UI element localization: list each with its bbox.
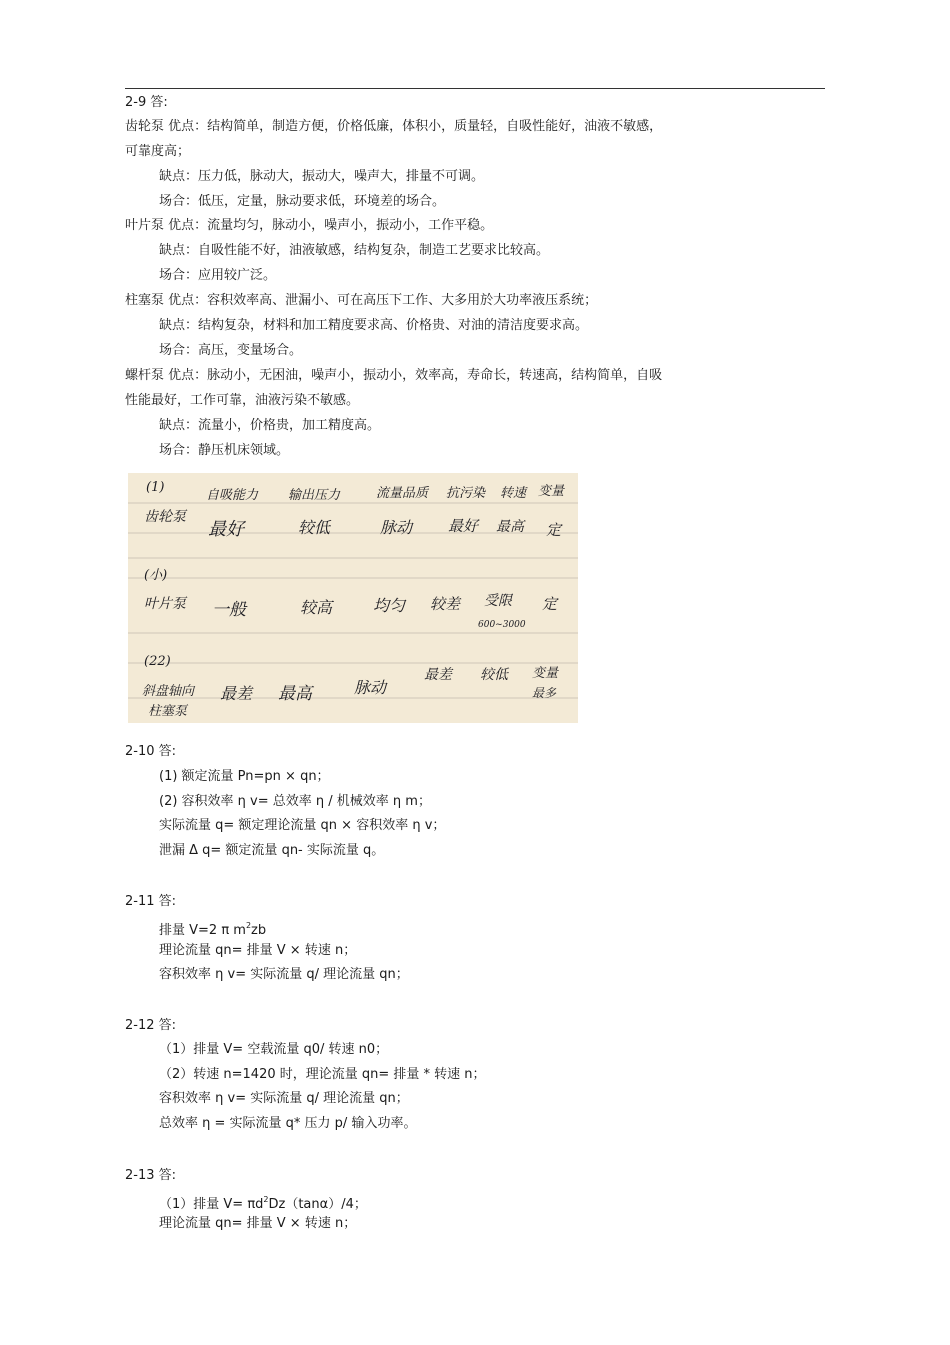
hw-vane-speed-range: 600~3000 (478, 620, 526, 630)
q2-10-line1: (1) 额定流量 Pn=pn × qn； (159, 769, 330, 784)
gear-pump-use: 场合：低压，定量，脉动要求低，环境差的场合。 (159, 194, 446, 209)
gear-pump-cons: 缺点：压力低，脉动大，振动大，噪声大，排量不可调。 (159, 169, 485, 184)
hw-piston-self-priming: 最差 (220, 684, 253, 703)
screw-pump-use: 场合：静压机床领域。 (159, 443, 290, 458)
hw-vane-pressure: 较高 (300, 598, 333, 617)
gear-pump-pros-cont: 可靠度高； (125, 144, 191, 159)
screw-pump-pros-cont: 性能最好，工作可靠，油液污染不敏感。 (125, 393, 360, 408)
hw-vane-speed: 受限 (484, 593, 512, 609)
hw-vane-variable: 定 (542, 595, 558, 613)
q2-11-heading: 2-11 答: (125, 894, 177, 909)
vane-pump-pros: 叶片泵 优点：流量均匀，脉动小，噪声小，振动小，工作平稳。 (125, 218, 494, 233)
hw-header-contamination: 抗污染 (446, 486, 486, 501)
q2-13-line1: （1）排量 $V= \pi d^2Dz(\tan\alpha)/4$； (159, 1195, 367, 1212)
q2-12-line3: 容积效率 η v= 实际流量 q/ 理论流量 qn； (159, 1091, 409, 1106)
piston-pump-cons: 缺点：结构复杂，材料和加工精度要求高、价格贵、对油的清洁度要求高。 (159, 318, 589, 333)
q2-11-line2: 理论流量 qn= 排量 V × 转速 n； (159, 943, 357, 958)
hw-row-piston-sub: 柱塞泵 (148, 704, 188, 719)
hw-header-flow: 流量品质 (376, 486, 429, 501)
hw-header-self-priming: 自吸能力 (206, 488, 259, 503)
hw-piston-variable-note: 最多 (532, 686, 557, 700)
q2-12-heading: 2-12 答: (125, 1018, 177, 1033)
hw-piston-contamination: 最差 (424, 667, 452, 683)
hw-row-gear-sub: (小) (144, 568, 168, 583)
hw-piston-flow: 脉动 (354, 678, 387, 697)
hw-header-variable: 变量 (538, 484, 565, 499)
q2-11-line3: 容积效率 η v= 实际流量 q/ 理论流量 qn； (159, 967, 409, 982)
q2-12-line4: 总效率 η = 实际流量 q* 压力 p/ 输入功率。 (159, 1116, 417, 1131)
hw-piston-variable: 变量 (532, 666, 559, 681)
q2-10-line3: 实际流量 q= 额定理论流量 qn × 容积效率 η v； (159, 818, 446, 833)
q2-13-heading: 2-13 答: (125, 1168, 177, 1183)
hw-vane-contamination: 较差 (430, 595, 461, 613)
hw-row-vane-name: 叶片泵 (144, 596, 186, 612)
hw-header-1: (1) (146, 480, 165, 495)
q2-10-line2: (2) 容积效率 η v= 总效率 η / 机械效率 η m； (159, 794, 431, 809)
hw-row-piston-name: 斜盘轴向 (142, 684, 195, 699)
vane-pump-use: 场合：应用较广泛。 (159, 268, 277, 283)
gear-pump-pros: 齿轮泵 优点：结构简单，制造方便，价格低廉，体积小，质量轻，自吸性能好，油液不敏感， (125, 119, 663, 134)
hw-header-speed: 转速 (500, 486, 527, 501)
hw-vane-flow: 均匀 (373, 596, 406, 615)
hw-vane-self-priming: 一般 (212, 600, 246, 620)
screw-pump-cons: 缺点：流量小，价格贵，加工精度高。 (159, 418, 381, 433)
hw-header-pressure: 输出压力 (288, 488, 341, 503)
hw-gear-flow: 脉动 (380, 518, 413, 537)
header-rule (125, 88, 825, 89)
hw-gear-speed: 最高 (496, 519, 524, 535)
hw-gear-self-priming: 最好 (208, 519, 244, 540)
hw-piston-speed: 较低 (480, 667, 508, 683)
hw-gear-contamination: 最好 (448, 517, 479, 535)
piston-pump-pros: 柱塞泵 优点：容积效率高、泄漏小、可在高压下工作、大多用於大功率液压系统； (125, 293, 598, 308)
handwritten-comparison-photo (128, 473, 578, 723)
vane-pump-cons: 缺点：自吸性能不好，油液敏感，结构复杂，制造工艺要求比较高。 (159, 243, 550, 258)
q2-10-heading: 2-10 答: (125, 744, 177, 759)
q2-9-heading: 2-9 答: (125, 95, 168, 110)
q2-12-line1: （1）排量 V= 空载流量 q0/ 转速 n0； (159, 1042, 389, 1057)
q2-11-line1: 排量 V=2 π $m^2zb$ (159, 921, 267, 938)
hw-gear-pressure: 较低 (298, 518, 331, 537)
hw-gear-variable: 定 (546, 521, 562, 539)
piston-pump-use: 场合：高压，变量场合。 (159, 343, 303, 358)
q2-12-line2: （2）转速 n=1420 时，理论流量 qn= 排量 * 转速 n； (159, 1067, 486, 1082)
hw-row-gear-name: 齿轮泵 (144, 509, 186, 525)
q2-13-line2: 理论流量 qn= 排量 V × 转速 n； (159, 1216, 357, 1231)
hw-piston-pressure: 最高 (278, 684, 312, 704)
q2-10-line4: 泄漏 Δ q= 额定流量 qn- 实际流量 q。 (159, 843, 385, 858)
screw-pump-pros: 螺杆泵 优点：脉动小，无困油，噪声小，振动小，效率高，寿命长，转速高，结构简单，自吸 (125, 368, 663, 383)
hw-row-vane-sub: (22) (144, 654, 171, 669)
